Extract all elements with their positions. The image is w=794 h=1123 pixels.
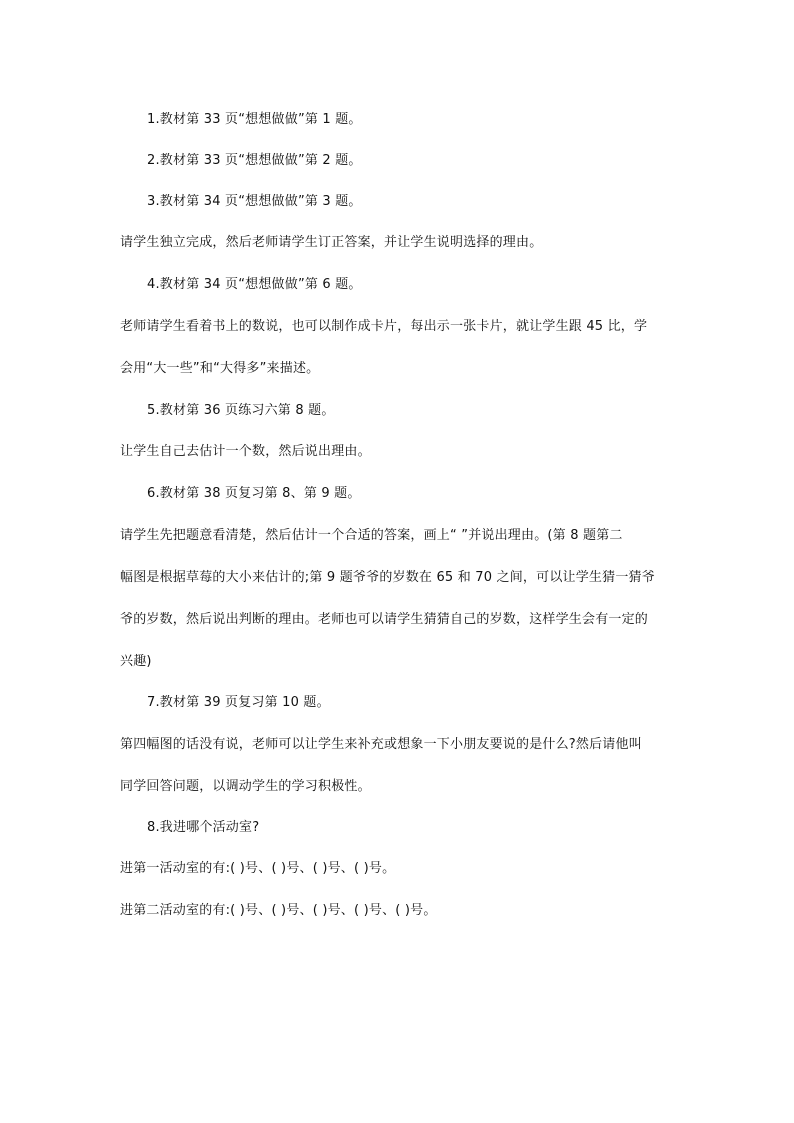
item-7-heading: 7.教材第 39 页复习第 10 题。: [147, 695, 330, 710]
item-6-note-line-2: 幅图是根据草莓的大小来估计的;第 9 题爷爷的岁数在 65 和 70 之间，可以让学生猜一猜爷: [120, 570, 655, 585]
item-6-note-line-1: 请学生先把题意看清楚，然后估计一个合适的答案，画上“ ”并说出理由。(第 8 题第二: [120, 528, 623, 543]
item-3-heading: 3.教材第 34 页“想想做做”第 3 题。: [147, 194, 362, 209]
item-6-heading: 6.教材第 38 页复习第 8、第 9 题。: [147, 486, 361, 501]
item-4-note-line-1: 老师请学生看着书上的数说，也可以制作成卡片，每出示一张卡片，就让学生跟 45 比，学: [120, 319, 648, 334]
item-6-note-line-3: 爷的岁数，然后说出判断的理由。老师也可以请学生猜猜自己的岁数，这样学生会有一定的: [120, 612, 649, 627]
item-4-note-line-2: 会用“大一些”和“大得多”来描述。: [120, 361, 320, 376]
item-7-note-line-1: 第四幅图的话没有说，老师可以让学生来补充或想象一下小朋友要说的是什么?然后请他叫: [120, 737, 642, 752]
item-7-note-line-2: 同学回答问题，以调动学生的学习积极性。: [120, 779, 371, 794]
item-5-note: 让学生自己去估计一个数，然后说出理由。: [120, 444, 371, 459]
item-8-heading: 8.我进哪个活动室?: [147, 820, 260, 835]
activity-room-2-line: 进第二活动室的有:( )号、( )号、( )号、( )号、( )号。: [120, 903, 437, 918]
item-1-heading: 1.教材第 33 页“想想做做”第 1 题。: [147, 112, 362, 127]
item-6-note-line-4: 兴趣): [120, 654, 152, 669]
activity-room-1-line: 进第一活动室的有:( )号、( )号、( )号、( )号。: [120, 861, 396, 876]
item-5-heading: 5.教材第 36 页练习六第 8 题。: [147, 403, 335, 418]
item-2-heading: 2.教材第 33 页“想想做做”第 2 题。: [147, 153, 362, 168]
item-4-heading: 4.教材第 34 页“想想做做”第 6 题。: [147, 277, 362, 292]
item-3-note: 请学生独立完成，然后老师请学生订正答案，并让学生说明选择的理由。: [120, 235, 543, 250]
